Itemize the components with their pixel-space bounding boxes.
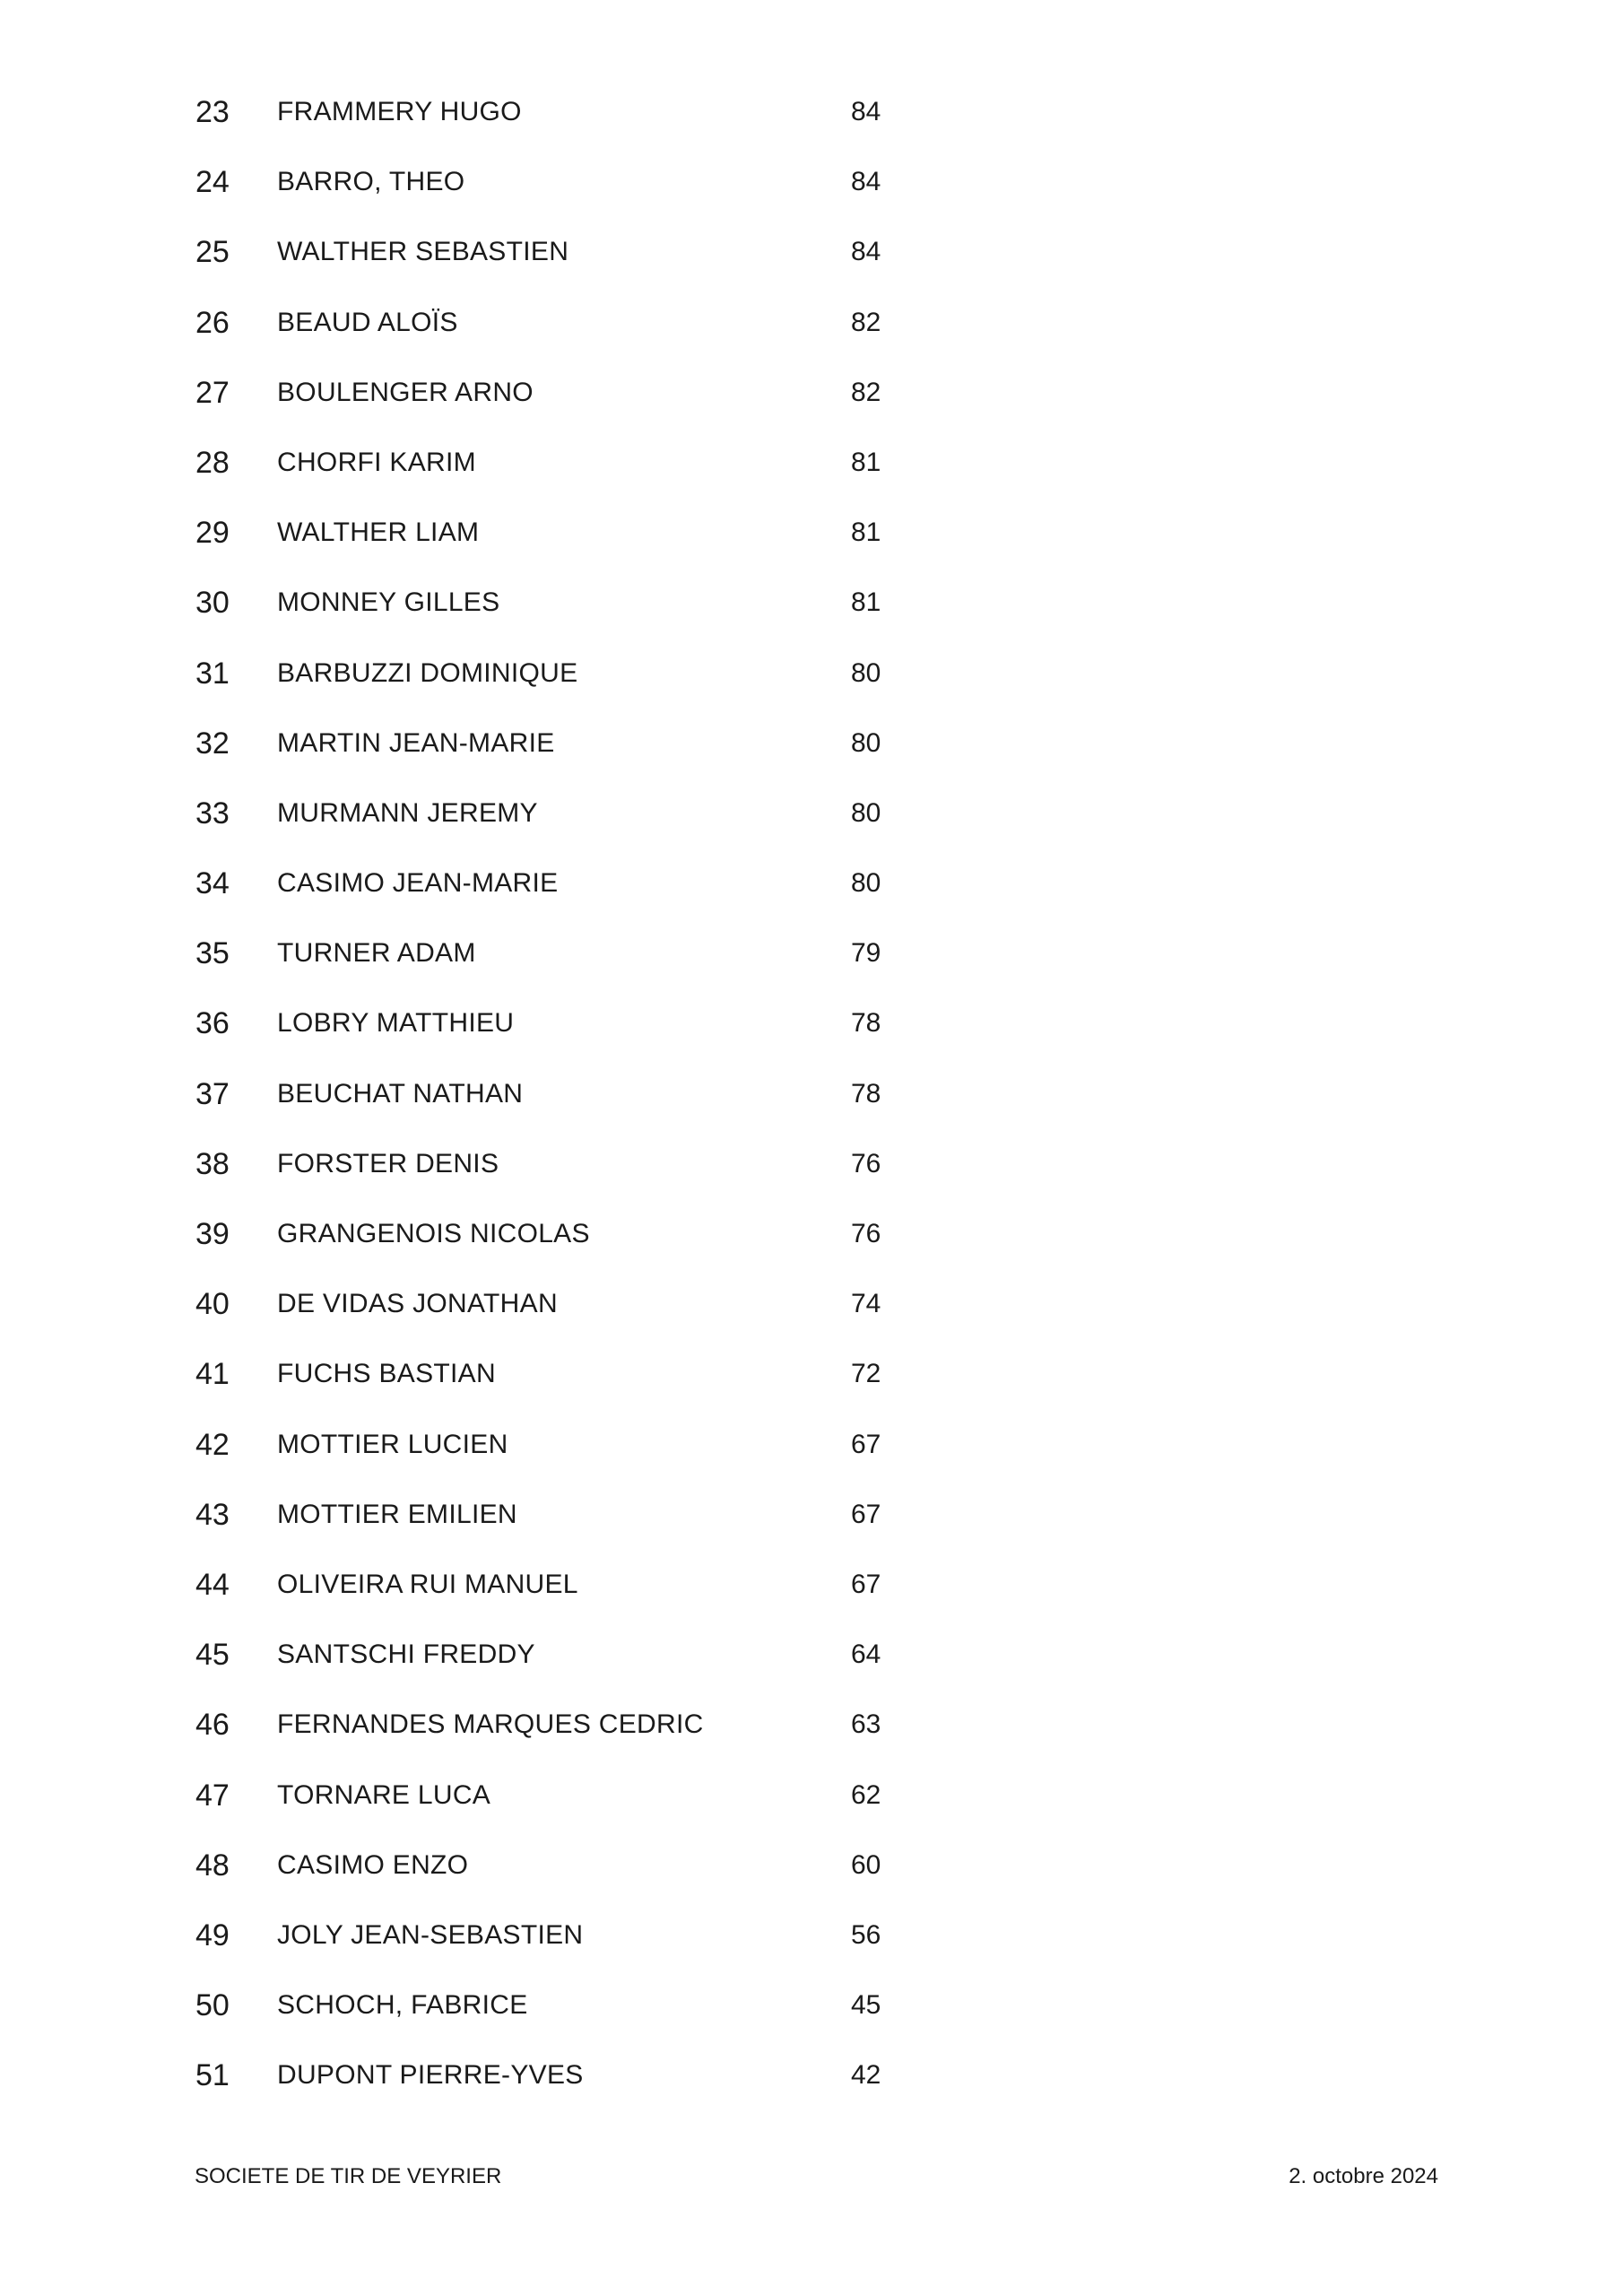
result-row — [0, 1558, 1623, 1628]
result-rank: 47 — [195, 1778, 230, 1813]
result-rank: 50 — [195, 1988, 230, 2023]
result-rank: 46 — [195, 1708, 230, 1743]
result-score: 78 — [851, 1008, 881, 1039]
result-score: 45 — [851, 1990, 881, 2021]
result-rank: 30 — [195, 586, 230, 621]
result-name: TURNER ADAM — [277, 938, 476, 969]
result-row — [0, 85, 1623, 155]
result-name: OLIVEIRA RUI MANUEL — [277, 1569, 578, 1599]
result-row — [0, 857, 1623, 926]
result-rank: 28 — [195, 445, 230, 480]
result-score: 81 — [851, 587, 881, 618]
result-row — [0, 1488, 1623, 1558]
result-row — [0, 1909, 1623, 1979]
result-row — [0, 1137, 1623, 1207]
result-name: WALTHER LIAM — [277, 517, 480, 548]
result-name: TORNARE LUCA — [277, 1779, 491, 1810]
result-rank: 34 — [195, 866, 230, 901]
result-row — [0, 576, 1623, 646]
result-score: 82 — [851, 377, 881, 407]
result-name: SANTSCHI FREDDY — [277, 1639, 535, 1670]
result-row — [0, 1347, 1623, 1417]
result-name: GRANGENOIS NICOLAS — [277, 1219, 590, 1248]
result-rank: 24 — [195, 165, 230, 200]
result-score: 80 — [851, 657, 881, 688]
result-row — [0, 1067, 1623, 1137]
result-rank: 41 — [195, 1357, 230, 1392]
result-score: 67 — [851, 1429, 881, 1459]
result-name: BEAUD ALOÏS — [277, 307, 458, 337]
result-score: 78 — [851, 1078, 881, 1109]
result-name: FRAMMERY HUGO — [277, 97, 522, 126]
result-name: CASIMO JEAN-MARIE — [277, 868, 559, 899]
result-name: BARBUZZI DOMINIQUE — [277, 657, 578, 688]
result-row — [0, 155, 1623, 225]
result-rank: 33 — [195, 796, 230, 831]
result-row — [0, 717, 1623, 787]
result-rank: 36 — [195, 1006, 230, 1041]
result-name: MOTTIER LUCIEN — [277, 1429, 508, 1459]
result-score: 76 — [851, 1219, 881, 1248]
result-score: 84 — [851, 237, 881, 267]
result-score: 82 — [851, 307, 881, 337]
result-name: BARRO, THEO — [277, 167, 465, 197]
result-score: 81 — [851, 447, 881, 477]
result-rank: 32 — [195, 726, 230, 761]
result-row — [0, 1839, 1623, 1909]
footer-date: 2. octobre 2024 — [1289, 2164, 1438, 2188]
result-rank: 48 — [195, 1848, 230, 1883]
result-score: 67 — [851, 1499, 881, 1529]
result-score: 80 — [851, 727, 881, 758]
result-rank: 44 — [195, 1567, 230, 1602]
result-row — [0, 1628, 1623, 1698]
result-row — [0, 996, 1623, 1066]
result-score: 79 — [851, 938, 881, 969]
result-rank: 35 — [195, 936, 230, 971]
result-score: 63 — [851, 1709, 881, 1740]
result-score: 74 — [851, 1289, 881, 1319]
results-list — [0, 85, 1623, 2118]
result-row — [0, 366, 1623, 436]
result-row — [0, 1979, 1623, 2048]
footer-organization: SOCIETE DE TIR DE VEYRIER — [195, 2164, 502, 2188]
result-score: 64 — [851, 1639, 881, 1670]
result-rank: 27 — [195, 375, 230, 410]
result-rank: 51 — [195, 2058, 230, 2093]
result-rank: 38 — [195, 1146, 230, 1181]
result-name: CASIMO ENZO — [277, 1849, 469, 1880]
result-row — [0, 926, 1623, 996]
result-name: MONNEY GILLES — [277, 587, 500, 618]
result-rank: 49 — [195, 1918, 230, 1952]
result-name: FUCHS BASTIAN — [277, 1359, 496, 1389]
result-score: 60 — [851, 1849, 881, 1880]
result-name: FORSTER DENIS — [277, 1148, 499, 1178]
result-rank: 45 — [195, 1638, 230, 1673]
result-name: SCHOCH, FABRICE — [277, 1990, 528, 2021]
result-name: WALTHER SEBASTIEN — [277, 237, 569, 267]
result-score: 76 — [851, 1148, 881, 1178]
result-score: 81 — [851, 517, 881, 548]
result-row — [0, 296, 1623, 366]
result-score: 62 — [851, 1779, 881, 1810]
result-name: BEUCHAT NATHAN — [277, 1078, 524, 1109]
result-row — [0, 1769, 1623, 1839]
result-score: 42 — [851, 2060, 881, 2091]
result-row — [0, 436, 1623, 506]
result-row — [0, 225, 1623, 295]
result-row — [0, 1277, 1623, 1347]
result-score: 84 — [851, 167, 881, 197]
result-name: BOULENGER ARNO — [277, 377, 534, 407]
result-rank: 37 — [195, 1076, 230, 1111]
result-rank: 42 — [195, 1427, 230, 1462]
result-name: MURMANN JEREMY — [277, 797, 538, 828]
result-score: 80 — [851, 868, 881, 899]
result-row — [0, 2048, 1623, 2118]
result-rank: 26 — [195, 305, 230, 340]
result-score: 84 — [851, 97, 881, 126]
result-score: 67 — [851, 1569, 881, 1599]
result-score: 80 — [851, 797, 881, 828]
result-name: FERNANDES MARQUES CEDRIC — [277, 1709, 704, 1740]
result-name: LOBRY MATTHIEU — [277, 1008, 515, 1039]
result-row — [0, 787, 1623, 857]
result-score: 56 — [851, 1919, 881, 1950]
result-rank: 29 — [195, 516, 230, 551]
result-row — [0, 1698, 1623, 1768]
result-rank: 40 — [195, 1287, 230, 1322]
result-name: MARTIN JEAN-MARIE — [277, 727, 555, 758]
result-rank: 43 — [195, 1497, 230, 1532]
result-rank: 25 — [195, 235, 230, 270]
result-row — [0, 647, 1623, 717]
result-score: 72 — [851, 1359, 881, 1389]
result-row — [0, 1207, 1623, 1277]
result-rank: 39 — [195, 1217, 230, 1251]
result-row — [0, 506, 1623, 576]
result-rank: 31 — [195, 656, 230, 691]
result-name: JOLY JEAN-SEBASTIEN — [277, 1919, 584, 1950]
result-name: CHORFI KARIM — [277, 447, 476, 477]
result-name: DE VIDAS JONATHAN — [277, 1289, 558, 1319]
result-row — [0, 1418, 1623, 1488]
result-name: MOTTIER EMILIEN — [277, 1499, 517, 1529]
result-rank: 23 — [195, 95, 230, 129]
result-name: DUPONT PIERRE-YVES — [277, 2060, 584, 2091]
